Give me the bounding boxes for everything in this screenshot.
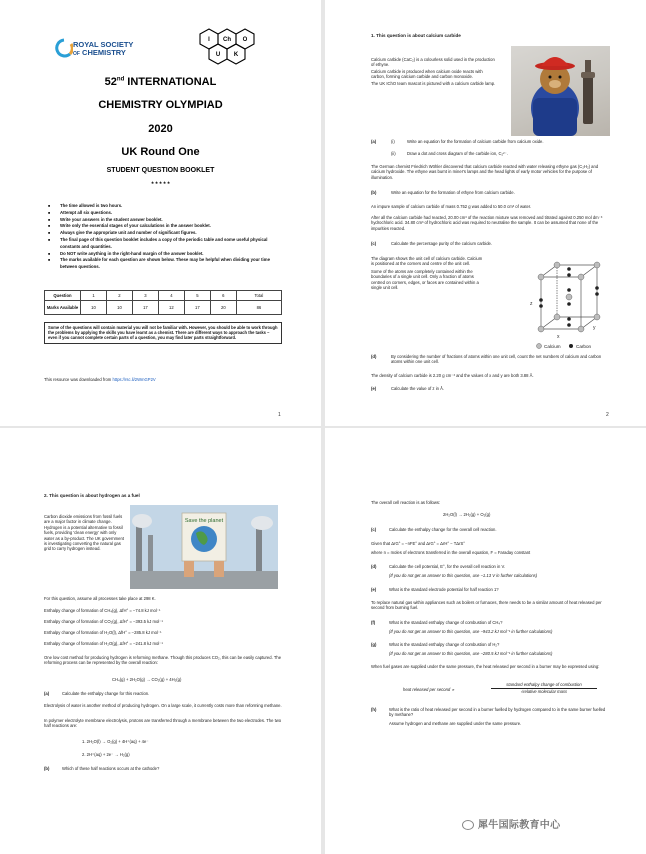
instruction-item: ■ The final page of this question booklet includes a copy of the periodic table and some useful physical constants and quantities. xyxy=(48,237,288,251)
table-cell: Total xyxy=(236,291,281,301)
cover-stars: * * * * * xyxy=(151,182,170,188)
reforming-equation: CH₄(g) + 2H₂O(g) → CO₂(g) + 4H₂(g) xyxy=(112,677,182,682)
instruction-item: ■ Write only the essential stages of your calculations in the answer booklet. xyxy=(48,223,288,230)
half-reaction-2: 2. 2H⁺(aq) + 2e⁻ → H₂(g) xyxy=(82,752,130,757)
q1-density-para: The density of calcium carbide is 2.20 g cm⁻³ and the values of x and y are both 3.88 Å. xyxy=(371,373,534,378)
table-cell: 2 xyxy=(106,291,132,301)
climate-protest-photo xyxy=(130,505,278,589)
enthalpy-data: Enthalpy change of formation of CO₂(g), ΔfH° = −393.5 kJ mol⁻¹ xyxy=(44,619,163,624)
q2-c-label: (c) xyxy=(371,527,377,532)
axis-y-label: y xyxy=(593,325,596,331)
icho-letter: O xyxy=(242,37,248,43)
legend-carbon-label: Carbon xyxy=(576,344,592,349)
q2-g-label: (g) xyxy=(371,642,377,647)
q1-c-label: (c) xyxy=(371,241,377,246)
q2-e-label: (e) xyxy=(371,587,377,592)
q1-intro-para: The UK IChO team mascot is pictured with a calcium carbide lamp. xyxy=(371,80,496,86)
download-link[interactable]: https://rsc.li/2WmGP2V xyxy=(112,377,156,382)
q2-h-label: (h) xyxy=(371,707,377,712)
q1-b-label: (b) xyxy=(371,190,377,195)
pem-para: In polymer electrolyte membrane electrolysis, protons are transferred through a membrane between the two electrodes. The two half reactions are: xyxy=(44,718,282,729)
question-2-continued-page xyxy=(325,428,646,854)
mascot-photo xyxy=(511,46,610,136)
q1-d-label: (d) xyxy=(371,354,377,359)
cover-year: 2020 xyxy=(148,123,173,135)
rsc-logo xyxy=(55,38,155,62)
download-line: This resource was downloaded from https://rsc.li/2WmGP2V xyxy=(44,377,156,382)
axis-z-label: z xyxy=(530,301,533,307)
formula-numerator: standard enthalpy change of combustion xyxy=(491,682,597,689)
q1-e-label: (e) xyxy=(371,386,377,391)
q1-a-ii-text: Draw a dot and cross diagram of the carbide ion, C₂²⁻. xyxy=(407,151,508,156)
electrolysis-para: Electrolysis of water is another method of producing hydrogen. On a large scale, it currently costs more than reforming methane. xyxy=(44,703,282,708)
climate-illustration xyxy=(130,505,278,589)
instruction-item: ■ The time allowed is two hours. xyxy=(48,203,288,210)
rsc-logo-text xyxy=(73,41,133,58)
q1-intro xyxy=(371,57,496,86)
unit-cell-para: The diagram shows the unit cell of calcium carbide. Calcium is positioned at the corners and centre of the unit cell. xyxy=(371,256,483,267)
unit-cell-para: Some of the atoms are completely contained within the boundaries of a single unit cell. Only a fraction of atoms centred on corners, edges, or faces are contained within a single unit cell. xyxy=(371,268,479,291)
q1-intro-para: Calcium carbide (CaC₂) is a colourless solid used in the production of ethyne. xyxy=(371,57,495,68)
overall-reaction-intro: The overall cell reaction is as follows: xyxy=(371,500,441,505)
unit-cell-desc xyxy=(371,256,483,290)
q2-g-note: (If you do not get an answer to this question, use −280.5 kJ mol⁻¹ in further calculations) xyxy=(389,651,553,656)
question-1-page xyxy=(325,0,646,426)
q1-a-i-text: Write an equation for the formation of calcium carbide from calcium oxide. xyxy=(407,139,544,144)
table-cell: 5 xyxy=(184,291,210,301)
q1-a-ii-label: (ii) xyxy=(391,151,396,156)
question-1-heading: 1. This question is about calcium carbide xyxy=(371,33,461,38)
table-header-cell: Marks Available xyxy=(45,301,81,315)
legend-calcium-marker xyxy=(537,344,542,349)
table-cell: 20 xyxy=(210,301,236,315)
q2-a-label: (a) xyxy=(44,691,50,696)
question-2-page xyxy=(0,428,321,854)
table-cell: 1 xyxy=(81,291,107,301)
cover-round: UK Round One xyxy=(121,146,200,158)
table-header-cell: Question xyxy=(45,291,81,301)
watermark: 犀牛国际教育中心 xyxy=(462,816,560,831)
table-cell: 17 xyxy=(184,301,210,315)
formula-lhs: heat released per second ∝ xyxy=(403,687,455,692)
q1-wohler-para: The German chemist Friedrich Wöhler discovered that calcium carbide reacted with water releasing ethyne gas (C₂H₂) and calcium hydroxide. The ethyne was burnt in miner's lamps and the head lights of early motor vehicles for the purpose of illumination. xyxy=(371,164,599,180)
q2-d-text: Calculate the cell potential, E°, for the overall cell reaction in V. xyxy=(389,564,506,569)
q2-g-text: What is the standard enthalpy change of combustion of H₂? xyxy=(389,642,500,647)
sign-text: Save the planet xyxy=(184,518,224,524)
q1-a-label: (a) xyxy=(371,139,377,144)
q2-a-text: Calculate the enthalpy change for this reaction. xyxy=(62,691,150,696)
icho-letter: U xyxy=(215,52,221,58)
formula-denominator: √relative molecular mass xyxy=(520,689,568,695)
q2-e-text: What is the standard electrode potential for half reaction 1? xyxy=(389,587,499,592)
instruction-item: ■ Always give the appropriate unit and number of significant figures. xyxy=(48,230,288,237)
table-cell: 17 xyxy=(132,301,158,315)
table-cell: 10 xyxy=(81,301,107,315)
q2-d-note: (If you do not get an answer to this question, use −1.13 V in further calculations) xyxy=(389,573,538,578)
legend-carbon-marker xyxy=(569,344,573,348)
table-row xyxy=(45,291,282,301)
table-cell: 12 xyxy=(158,301,184,315)
gibbs-given: Given that ΔrG° = −nFE° and ΔrG° = ΔrH° − TΔrS° xyxy=(371,541,465,546)
instruction-item: ■ Do NOT write anything in the right-hand margin of the answer booklet. xyxy=(48,251,288,258)
q2-h-text: What is the ratio of heat released per second in a burner fuelled by hydrogen compared to in the same burner fuelled by methane? xyxy=(389,707,606,718)
table-cell: 86 xyxy=(236,301,281,315)
q1-b-text: Write an equation for the formation of ethyne from calcium carbide. xyxy=(391,190,515,195)
q2-b-text: Which of these half reactions occurs at the cathode? xyxy=(62,766,160,771)
marks-table xyxy=(44,290,282,315)
mascot-illustration xyxy=(511,46,610,136)
enthalpy-data: Enthalpy change of formation of CH₄(g), ΔfH° = −74.8 kJ mol⁻¹ xyxy=(44,608,161,613)
q1-titration-para: After all the calcium carbide had reacted, 20.00 cm³ of the reaction mixture was removed and titrated against 0.250 mol dm⁻³ hydrochloric acid. 34.80 cm³ of hydrochloric acid was required to neutralise the sample. It can be assumed that none of the impurities reacted. xyxy=(371,215,603,231)
icho-letter: K xyxy=(233,52,239,58)
q1-d-text: By considering the number of fractions of atoms within one unit cell, count the net numbers of calcium and carbon atoms within one unit cell. xyxy=(391,354,602,365)
q2-f-note: (If you do not get an answer to this question, use −943.2 kJ mol⁻¹ in further calculations) xyxy=(389,629,553,634)
icho-hexagon-logo xyxy=(190,26,276,72)
logo-line2: OF xyxy=(73,51,80,57)
logo-line3: CHEMISTRY xyxy=(82,48,126,57)
replace-para: To replace natural gas within appliances such as boilers or furnaces, there needs to be a similar amount of heat released per second from burning fuel. xyxy=(371,600,602,611)
q1-e-text: Calculate the value of z in Å. xyxy=(391,386,445,391)
q2-c-text: Calculate the enthalpy change for the overall cell reaction. xyxy=(389,527,497,532)
q2-f-label: (f) xyxy=(371,620,376,625)
q1-a-i-label: (i) xyxy=(391,139,395,144)
axis-x-label: x xyxy=(557,334,560,340)
logo-line1: ROYAL SOCIETY xyxy=(73,40,134,49)
gibbs-where: where n = moles of electrons transferred in the overall equation, F = Faraday constant xyxy=(371,550,531,555)
note-box: Some of the questions will contain material you will not be familiar with. However, you should be able to work through the problems by applying the skills you have learnt as a chemist. There are different ways to approach the tasks – even if you cannot complete certain parts of a question, you may find later parts straightforward. xyxy=(44,322,282,344)
page-number: 1 xyxy=(278,412,281,418)
formula-fraction xyxy=(491,682,597,695)
cover-title-line2: CHEMISTRY OLYMPIAD xyxy=(98,99,223,111)
icho-letter: I xyxy=(208,37,210,43)
q1-intro-para: Calcium carbide is produced when calcium oxide reacts with carbon, forming calcium carbide and carbon monoxide. xyxy=(371,68,483,80)
enthalpy-data: Enthalpy change of formation of H₂O(l), ΔfH° = −285.8 kJ mol⁻¹ xyxy=(44,630,162,635)
instruction-item: ■ Attempt all six questions. xyxy=(48,210,288,217)
q2-d-label: (d) xyxy=(371,564,377,569)
table-cell: 3 xyxy=(132,291,158,301)
q1-c-text: Calculate the percentage purity of the calcium carbide. xyxy=(391,241,493,246)
question-2-heading: 2. This question is about hydrogen as a fuel xyxy=(44,493,140,498)
instruction-item: ■ The marks available for each question are shown below. These may be helpful when dividing your time between questions. xyxy=(48,257,288,271)
half-reaction-1: 1. 2H₂O(l) → O₂(g) + 4H⁺(aq) + 4e⁻ xyxy=(82,739,149,744)
q2-b-label: (b) xyxy=(44,766,50,771)
q2-temperature: For this question, assume all processes take place at 298 K. xyxy=(44,596,156,601)
instruction-item: ■ Write your answers in the student answer booklet. xyxy=(48,217,288,224)
q2-h-assumption: Assume hydrogen and methane are supplied under the same pressure. xyxy=(389,721,522,726)
cover-booklet: STUDENT QUESTION BOOKLET xyxy=(106,167,215,174)
cover-title-line1: 52nd INTERNATIONAL xyxy=(104,76,217,88)
instruction-list xyxy=(48,203,288,271)
table-cell: 4 xyxy=(158,291,184,301)
overall-equation: 2H₂O(l) → 2H₂(g) + O₂(g) xyxy=(443,512,491,517)
table-row xyxy=(45,301,282,315)
q2-intro: Carbon dioxide emissions from fossil fuels are a major factor in climate change. Hydrogen is a potential alternative to fossil fuels, providing 'clean energy' with only water as a by-product. The UK government is investigating converting the natural gas grid to carry hydrogen instead. xyxy=(44,514,124,552)
enthalpy-data: Enthalpy change of formation of H₂O(g), ΔfH° = −241.8 kJ mol⁻¹ xyxy=(44,641,163,646)
wechat-icon xyxy=(462,820,474,830)
page-number: 2 xyxy=(606,412,609,418)
reforming-para: One low cost method for producing hydrogen is reforming methane. Though this produces CO₂, this can be easily captured. The reforming process can be represented by the overall reaction: xyxy=(44,655,282,666)
q1-sample-para: An impure sample of calcium carbide of mass 0.752 g was added to 50.0 cm³ of water. xyxy=(371,204,532,209)
cover-page xyxy=(0,0,321,426)
icho-letter: Ch xyxy=(223,37,231,43)
table-cell: 10 xyxy=(106,301,132,315)
q2-f-text: What is the standard enthalpy change of combustion of CH₄? xyxy=(389,620,503,625)
rsc-logo-icon xyxy=(55,38,73,60)
burner-para: When fuel gases are supplied under the same pressure, the heat released per second in a burner may be expressed using: xyxy=(371,664,600,669)
legend-calcium-label: Calcium xyxy=(544,344,561,349)
table-cell: 6 xyxy=(210,291,236,301)
unit-cell-diagram xyxy=(525,255,613,351)
